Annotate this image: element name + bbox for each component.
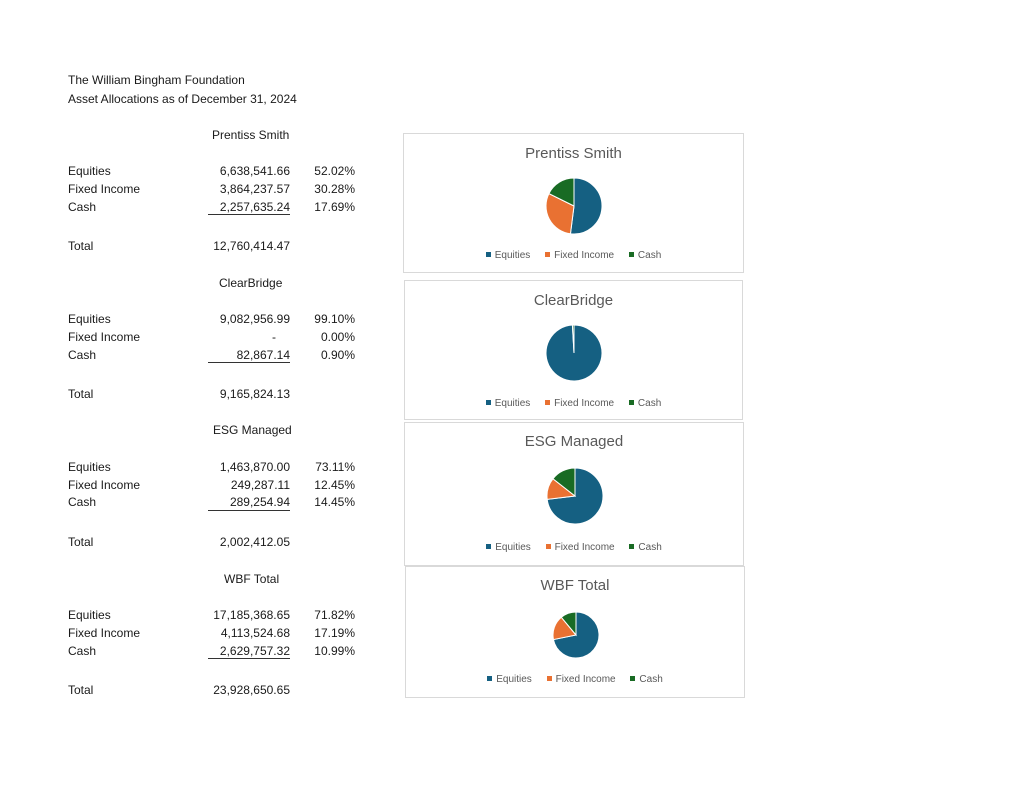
pie-plot (552, 611, 600, 659)
pie-chart-esg-managed (404, 422, 744, 566)
equities-amount: 9,082,956.99 (219, 312, 290, 326)
cash-percent: 17.69% (314, 200, 355, 214)
legend-fixed-income (547, 674, 616, 685)
row-label-total: Total (68, 239, 94, 253)
legend-label: Cash (639, 674, 663, 685)
fixed-income-percent: 12.45% (314, 478, 355, 492)
cash-amount: 82,867.14 (236, 348, 290, 362)
total-amount: 9,165,824.13 (219, 387, 290, 401)
fixed-income-amount: 4,113,524.68 (220, 626, 290, 640)
chart-legend (405, 398, 742, 409)
cash-amount: 2,257,635.24 (219, 200, 290, 214)
row-label-equities: Equities (68, 164, 111, 178)
fixed-income-amount: 3,864,237.57 (219, 182, 290, 196)
legend-cash (629, 250, 661, 261)
manager-name: ESG Managed (213, 423, 292, 437)
chart-legend (405, 542, 743, 553)
manager-name: Prentiss Smith (212, 128, 290, 142)
cash-percent: 0.90% (320, 348, 355, 362)
legend-swatch (487, 676, 492, 681)
pie-plot (545, 177, 603, 235)
legend-label: Fixed Income (554, 542, 615, 553)
row-label-total: Total (68, 535, 94, 549)
subtotal-rule (208, 510, 290, 511)
legend-label: Equities (495, 542, 531, 553)
row-label-total: Total (68, 683, 94, 697)
cash-percent: 14.45% (314, 495, 355, 509)
report-subtitle: Asset Allocations as of December 31, 2024 (68, 92, 297, 106)
legend-label: Equities (496, 674, 532, 685)
pie-chart-clearbridge (404, 280, 743, 420)
fixed-income-percent: 30.28% (314, 182, 355, 196)
legend-swatch (547, 676, 552, 681)
equities-amount: 6,638,541.66 (219, 164, 290, 178)
legend-fixed-income (545, 250, 614, 261)
legend-label: Cash (637, 398, 662, 409)
cash-percent: 10.99% (314, 644, 355, 658)
equities-percent: 71.82% (314, 608, 355, 622)
legend-label: Cash (638, 542, 662, 553)
legend-equities (486, 398, 531, 409)
pie-chart-prentiss-smith (403, 133, 744, 273)
row-label-cash: Cash (68, 200, 97, 214)
legend-swatch (545, 400, 550, 405)
legend-equities (487, 674, 532, 685)
total-amount: 12,760,414.47 (213, 239, 290, 253)
manager-name: ClearBridge (219, 276, 283, 290)
cash-amount: 2,629,757.32 (219, 644, 290, 658)
manager-name: WBF Total (224, 572, 280, 586)
row-label-cash: Cash (68, 348, 97, 362)
chart-title: WBF Total (540, 577, 610, 594)
legend-label: Fixed Income (554, 398, 615, 409)
row-label-cash: Cash (68, 495, 97, 509)
equities-percent: 99.10% (314, 312, 355, 326)
row-label-fixed-income: Fixed Income (68, 626, 141, 640)
equities-percent: 52.02% (314, 164, 355, 178)
row-label-cash: Cash (68, 644, 97, 658)
legend-swatch (545, 252, 550, 257)
row-label-fixed-income: Fixed Income (68, 330, 141, 344)
subtotal-rule (208, 658, 290, 659)
row-label-total: Total (68, 387, 94, 401)
legend-label: Cash (637, 250, 662, 261)
row-label-equities: Equities (68, 312, 111, 326)
equities-percent: 73.11% (315, 460, 355, 474)
legend-label: Equities (494, 398, 531, 409)
row-label-equities: Equities (68, 608, 111, 622)
legend-swatch (630, 676, 635, 681)
equities-amount: 17,185,368.65 (213, 608, 290, 622)
legend-equities (486, 250, 531, 261)
legend-swatch (629, 400, 634, 405)
row-label-fixed-income: Fixed Income (68, 478, 141, 492)
pie-plot (545, 324, 603, 382)
legend-swatch (629, 252, 634, 257)
chart-title: ESG Managed (524, 433, 624, 450)
legend-fixed-income (546, 542, 615, 553)
chart-legend (404, 250, 743, 261)
chart-title: Prentiss Smith (525, 145, 622, 162)
legend-swatch (486, 400, 491, 405)
cash-amount: 289,254.94 (229, 495, 290, 509)
fixed-income-amount: 249,287.11 (230, 478, 290, 492)
pie-plot (546, 467, 604, 525)
legend-cash (629, 398, 661, 409)
total-amount: 2,002,412.05 (219, 535, 290, 549)
fixed-income-percent: 0.00% (320, 330, 355, 344)
legend-fixed-income (545, 398, 614, 409)
legend-swatch (629, 544, 634, 549)
legend-swatch (486, 252, 491, 257)
row-label-equities: Equities (68, 460, 111, 474)
legend-equities (486, 542, 531, 553)
legend-label: Equities (494, 250, 531, 261)
chart-title: ClearBridge (533, 292, 614, 309)
pie-chart-wbf-total (405, 566, 745, 698)
row-label-fixed-income: Fixed Income (68, 182, 141, 196)
pie-slice-equities (570, 178, 602, 234)
fixed-income-percent: 17.19% (314, 626, 355, 640)
fixed-income-amount: - (272, 330, 276, 344)
legend-label: Fixed Income (554, 250, 615, 261)
legend-label: Fixed Income (555, 674, 616, 685)
subtotal-rule (208, 362, 290, 363)
org-name: The William Bingham Foundation (68, 73, 245, 87)
legend-cash (630, 674, 662, 685)
total-amount: 23,928,650.65 (213, 683, 290, 697)
subtotal-rule (208, 214, 290, 215)
equities-amount: 1,463,870.00 (219, 460, 290, 474)
legend-cash (629, 542, 661, 553)
chart-legend (406, 674, 744, 685)
legend-swatch (546, 544, 551, 549)
legend-swatch (486, 544, 491, 549)
